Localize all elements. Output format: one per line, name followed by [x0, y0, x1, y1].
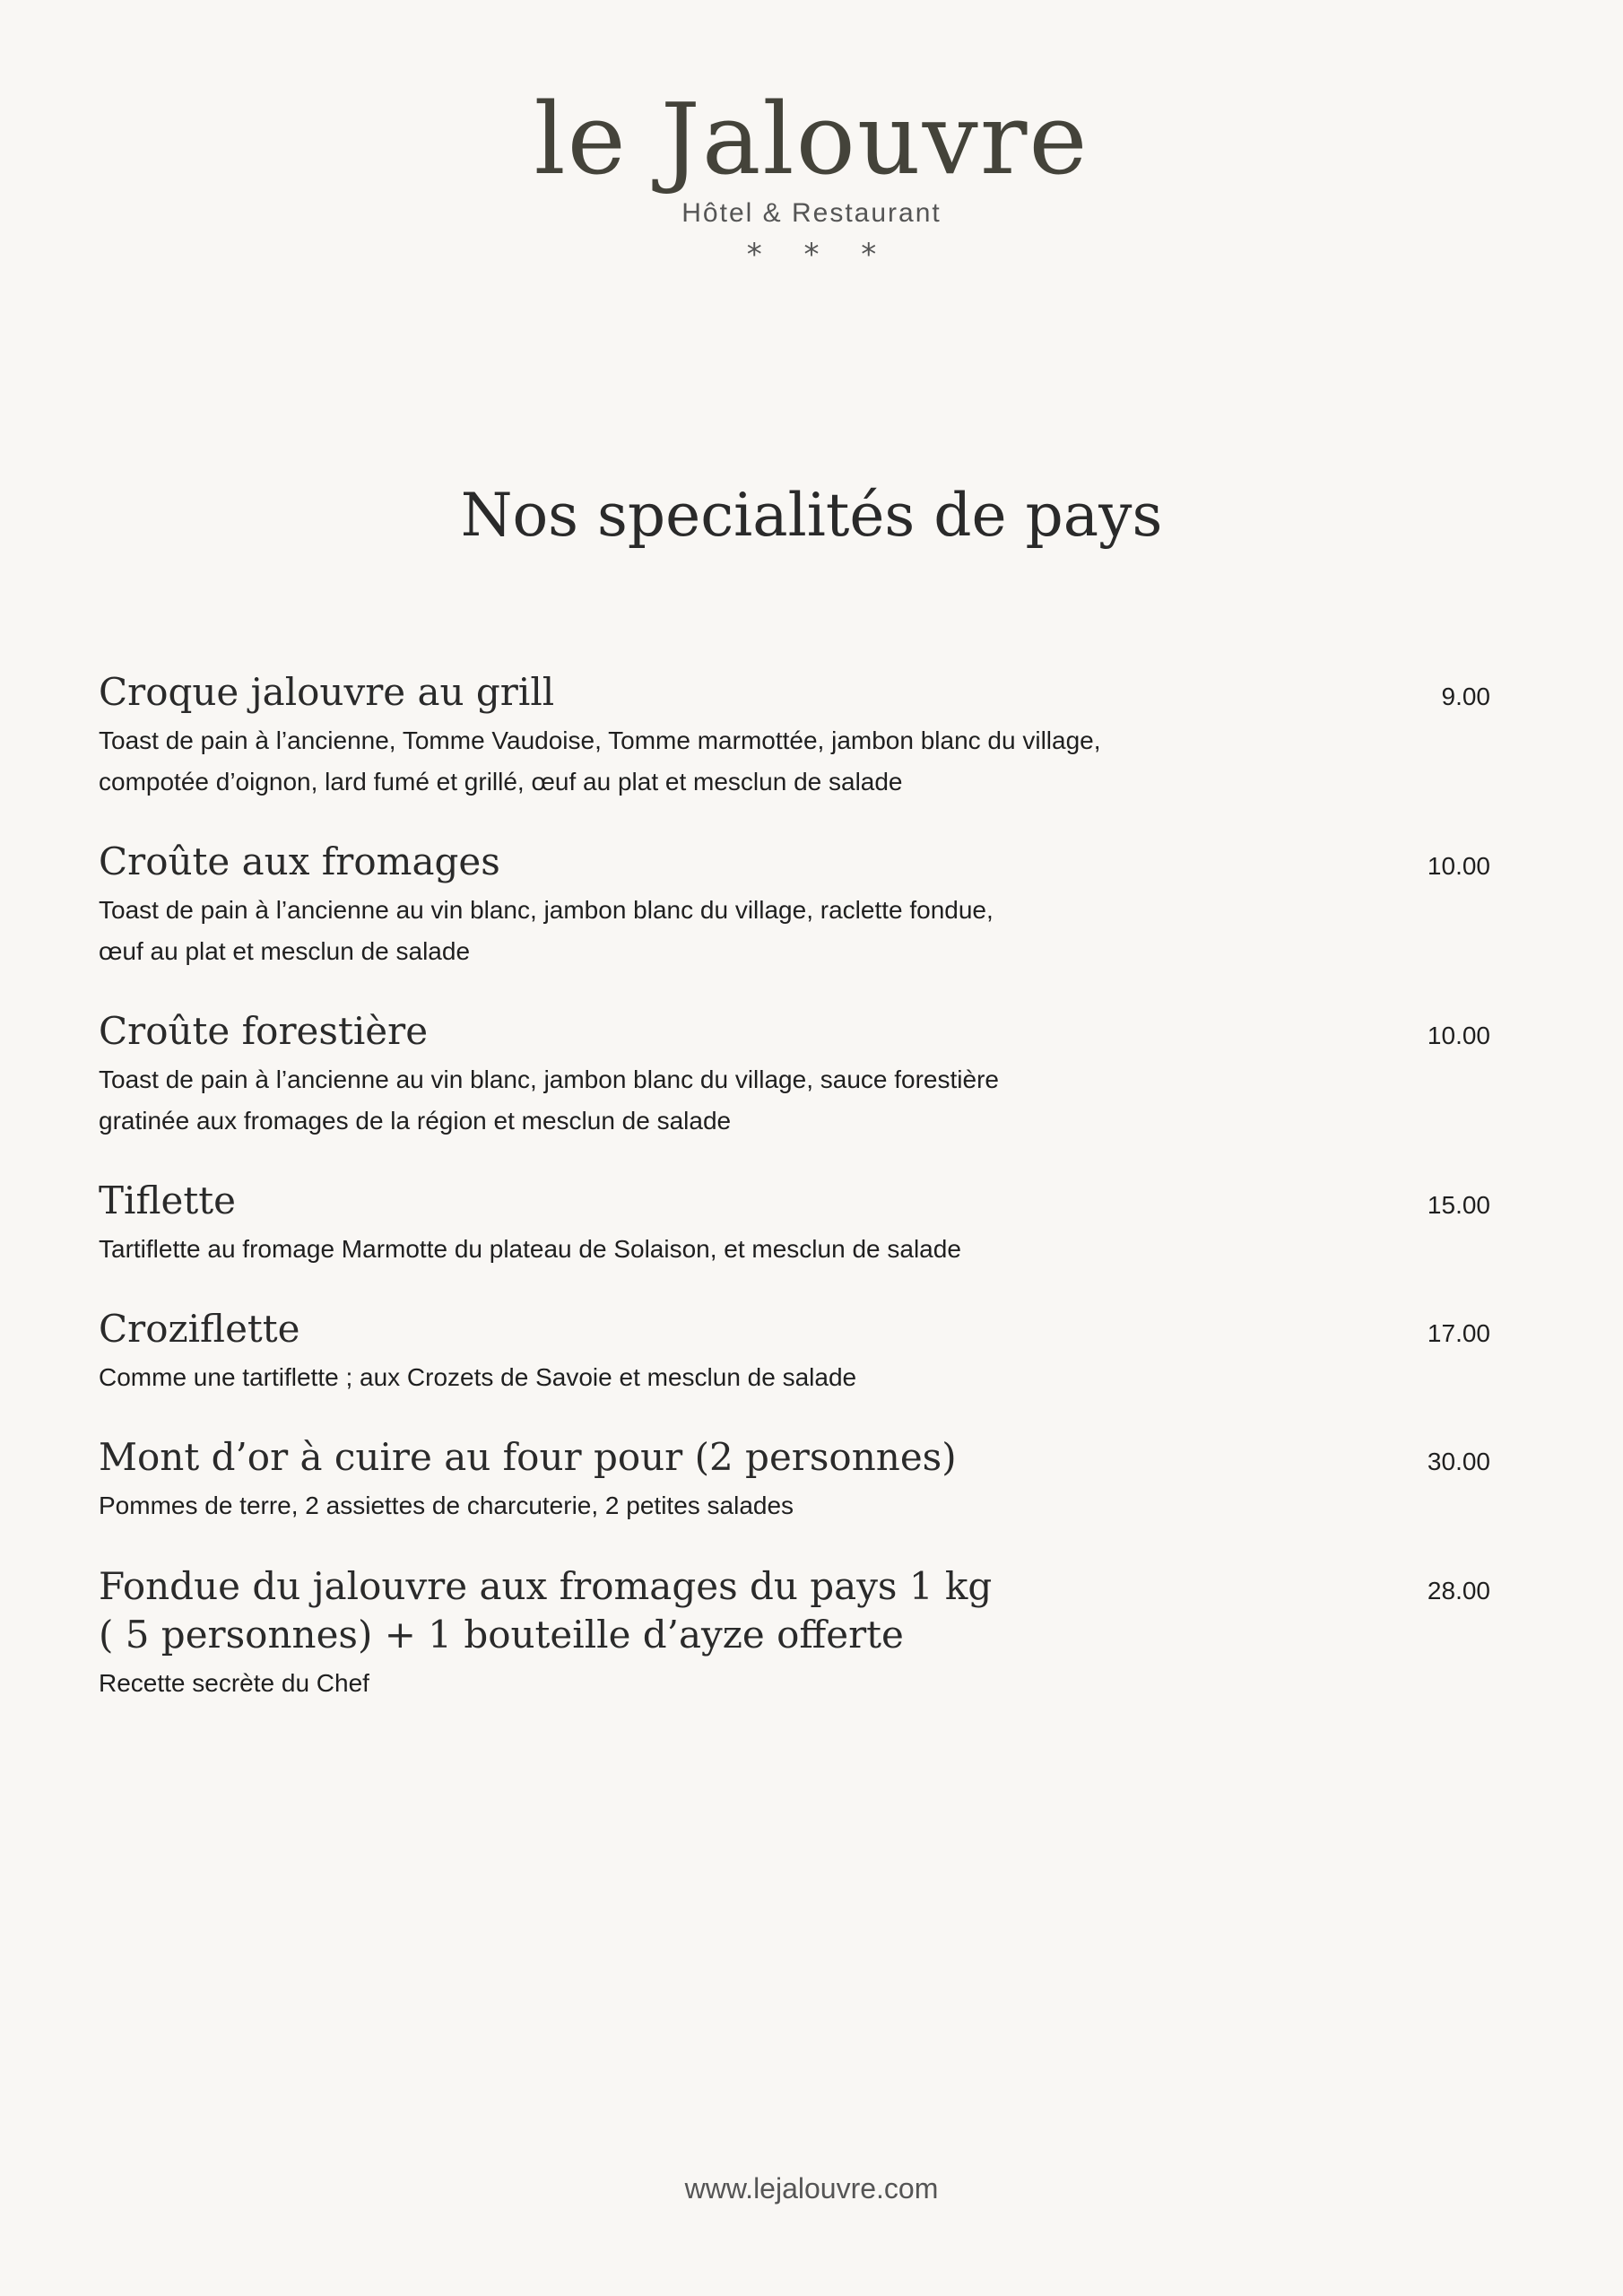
menu-item-price: 9.00 — [1441, 683, 1490, 710]
header — [0, 81, 1623, 274]
menu-item — [99, 838, 1490, 972]
menu-item-description: Pommes de terre, 2 assiettes de charcuterie, 2 petites salades — [99, 1492, 794, 1519]
website-link[interactable]: www.lejalouvre.com — [684, 2172, 939, 2205]
menu-item — [99, 1305, 1490, 1398]
brand-logo: le Jalouvre — [534, 82, 1089, 196]
menu-item-price: 28.00 — [1427, 1577, 1490, 1605]
menu-item-description: Toast de pain à l’ancienne au vin blanc, jambon blanc du village, sauce forestière gratinée aux fromages de la région et mesclun de salade — [99, 1065, 999, 1135]
menu-item-name: Croque jalouvre au grill — [99, 670, 555, 714]
menu-item-name: Fondue du jalouvre aux fromages du pays 1 kg ( 5 personnes) + 1 bouteille d’ayze offerte — [99, 1564, 993, 1657]
menu-item-price: 17.00 — [1427, 1319, 1490, 1347]
menu-item-description: Toast de pain à l’ancienne au vin blanc, jambon blanc du village, raclette fondue, œuf au plat et mesclun de salade — [99, 896, 994, 965]
brand-subtitle: Hôtel & Restaurant — [681, 198, 942, 228]
menu-item — [99, 1562, 1490, 1704]
menu-item-price: 10.00 — [1427, 852, 1490, 880]
menu-item-name: Croûte aux fromages — [99, 839, 500, 883]
menu-item-description: Recette secrète du Chef — [99, 1669, 369, 1697]
menu-item-name: Croziflette — [99, 1307, 300, 1351]
menu-item-name: Tiflette — [99, 1178, 236, 1222]
menu-item-price: 30.00 — [1427, 1448, 1490, 1475]
menu-item-description: Tartiflette au fromage Marmotte du plateau de Solaison, et mesclun de salade — [99, 1235, 961, 1263]
menu-item-description: Comme une tartiflette ; aux Crozets de Savoie et mesclun de salade — [99, 1363, 857, 1391]
menu-item-name: Mont d’or à cuire au four pour (2 personnes) — [99, 1435, 957, 1479]
menu-item — [99, 668, 1490, 803]
menu-item-description: Toast de pain à l’ancienne, Tomme Vaudoise, Tomme marmottée, jambon blanc du village, compotée d’oignon, lard fumé et grillé, œuf au plat et mesclun de salade — [99, 726, 1101, 796]
menu-item-name: Croûte forestière — [99, 1009, 429, 1053]
menu-item — [99, 1433, 1490, 1526]
menu-item-price: 10.00 — [1427, 1022, 1490, 1049]
menu-item — [99, 1177, 1490, 1270]
menu-item-price: 15.00 — [1427, 1191, 1490, 1219]
hotel-stars: * * * — [746, 237, 893, 273]
section-title: Nos specialités de pays — [460, 481, 1163, 550]
menu-item — [99, 1007, 1490, 1142]
